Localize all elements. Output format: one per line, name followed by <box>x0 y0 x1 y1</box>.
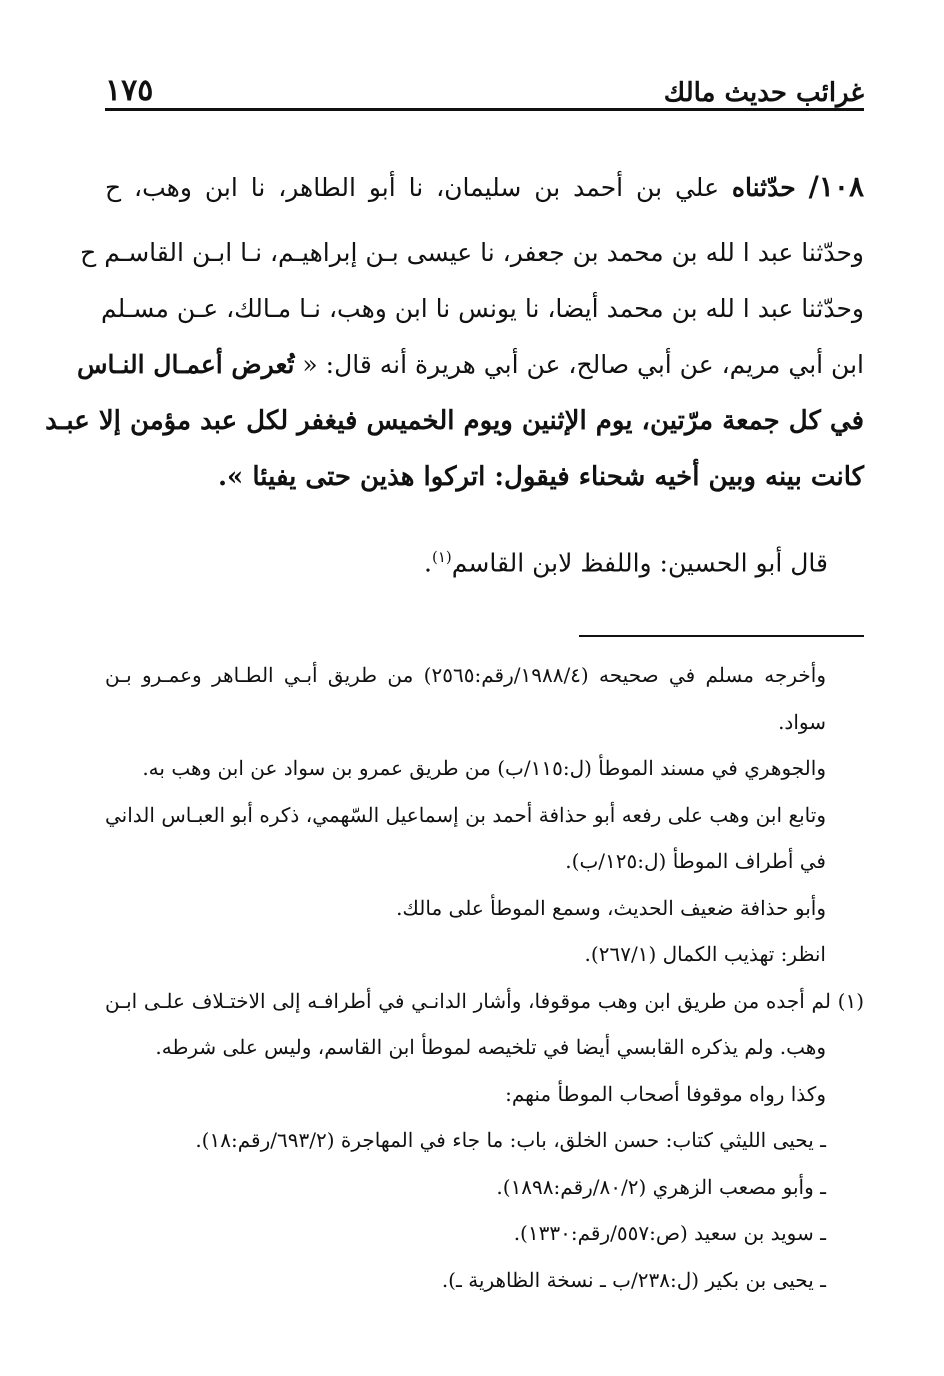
matn-start: تُعرض أعمـال النـاس <box>77 350 295 379</box>
footnotes <box>105 652 864 1303</box>
footnote-line: وهب. ولم يذكره القابسي أيضا في تلخيصه لموطأ ابن القاسم، وليس على شرطه. <box>155 1035 826 1059</box>
narration-term: حدّثناه <box>731 173 796 202</box>
remark-text: قال أبو الحسين: واللفظ لابن القاسم <box>451 548 828 578</box>
footnote-line: وتابع ابن وهب على رفعه أبو حذافة أحمد بن إسماعيل السّهمي، ذكره أبو العبـاس الداني <box>105 802 826 827</box>
footnote-line: ـ وأبو مصعب الزهري (٨٠/٢/رقم:١٨٩٨). <box>496 1174 826 1199</box>
footnote-line: (١) لم أجده من طريق ابن وهب موقوفا، وأشار الدانـي في أطرافـه إلى الاختـلاف علـى ابـن <box>105 988 864 1013</box>
running-title: غرائب حديث مالك <box>663 78 864 108</box>
page-number: ١٧٥ <box>105 73 154 108</box>
footnote-line: انظر: تهذيب الكمال (٢٦٧/١). <box>584 942 826 966</box>
footnote-line: ـ يحيى الليثي كتاب: حسن الخلق، باب: ما جاء في المهاجرة (٦٩٣/٢/رقم:١٨). <box>195 1128 826 1152</box>
isnad-end: ابن أبي مريم، عن أبي صالح، عن أبي هريرة أنه قال: « <box>302 350 864 379</box>
footnote-line: والجوهري في مسند الموطأ (ل:١١٥/ب) من طريق عمرو بن سواد عن ابن وهب به. <box>142 756 826 780</box>
isnad-text: علي بن أحمد بن سليمان، نا أبو الطاهر، نا ابن وهب، ح <box>105 173 719 202</box>
footnote-line: سواد. <box>778 709 826 734</box>
footnote-line: وكذا رواه موقوفا أصحاب الموطأ منهم: <box>505 1081 826 1106</box>
hadith-line-1 <box>105 150 864 225</box>
remark-end: . <box>424 548 432 578</box>
hadith-line-5: في كل جمعة مرّتين، يوم الإثنين ويوم الخميس فيغفر لكل عبد مؤمن إلا عبـد <box>45 406 864 436</box>
author-remark <box>105 527 864 593</box>
hadith-line-2: وحدّثنا عبد ا لله بن محمد بن جعفر، نا عيسى بـن إبراهيـم، نـا ابـن القاسـم ح <box>80 238 864 267</box>
footnote-line: وأبو حذافة ضعيف الحديث، وسمع الموطأ على مالك. <box>396 895 826 920</box>
hadith-line-3: وحدّثنا عبد ا لله بن محمد أيضا، نا يونس نا ابن وهب، نـا مـالك، عـن مسـلم <box>100 294 864 323</box>
footnote-line: ـ يحيى بن بكير (ل:٢٣٨/ب ـ نسخة الظاهرية ـ). <box>441 1267 826 1292</box>
footnote-line: في أطراف الموطأ (ل:١٢٥/ب). <box>565 849 826 873</box>
hadith-line-6: كانت بينه وبين أخيه شحناء فيقول: اتركوا هذين حتى يفيئا ». <box>218 462 864 492</box>
footnote-marker[interactable]: (١) <box>431 548 452 566</box>
hadith-number: ١٠٨/ <box>808 170 864 203</box>
hadith-line-4 <box>77 337 864 393</box>
footnote-line: وأخرجه مسلم في صحيحه (١٩٨٨/٤/رقم:٢٥٦٥) من طريق أبـي الطـاهر وعمـرو بـن <box>105 663 826 687</box>
page-header <box>105 62 864 106</box>
footnote-divider <box>579 635 864 637</box>
main-text <box>45 150 864 593</box>
header-divider <box>105 108 864 111</box>
footnote-line: ـ سويد بن سعيد (ص:٥٥٧/رقم:١٣٣٠). <box>513 1221 826 1245</box>
